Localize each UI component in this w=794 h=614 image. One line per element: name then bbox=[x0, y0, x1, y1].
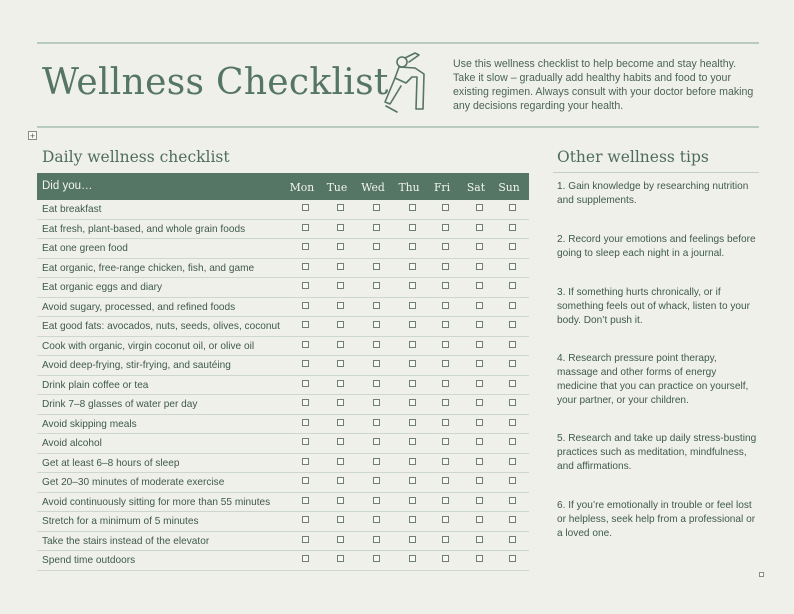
checklist-item-label: Avoid sugary, processed, and refined foods bbox=[42, 301, 236, 313]
tips-title-rule bbox=[553, 172, 759, 173]
checkbox-sun[interactable] bbox=[509, 536, 516, 543]
checklist-rows bbox=[37, 200, 529, 571]
checkbox-wed[interactable] bbox=[373, 536, 380, 543]
checkbox-tue[interactable] bbox=[337, 302, 344, 309]
checklist-item-label: Drink plain coffee or tea bbox=[42, 379, 149, 391]
checklist-row bbox=[37, 473, 529, 493]
checklist-row bbox=[37, 317, 529, 337]
table-resize-handle[interactable] bbox=[759, 572, 764, 577]
checkbox-mon[interactable] bbox=[302, 536, 309, 543]
checkbox-fri[interactable] bbox=[442, 243, 449, 250]
checkbox-fri[interactable] bbox=[442, 516, 449, 523]
checkbox-sat[interactable] bbox=[476, 438, 483, 445]
checklist-row bbox=[37, 512, 529, 532]
checkbox-tue[interactable] bbox=[337, 536, 344, 543]
checklist-row bbox=[37, 532, 529, 552]
header-bottom-rule bbox=[37, 126, 759, 128]
tip-item: 5. Research and take up daily stress-busting practices such as meditation, mindfulness, and affirmations. bbox=[557, 433, 757, 472]
day-header-sun: Sun bbox=[498, 181, 520, 194]
checklist-item-label: Drink 7–8 glasses of water per day bbox=[42, 399, 198, 410]
checkbox-tue[interactable] bbox=[337, 419, 344, 426]
checklist-item-label: Stretch for a minimum of 5 minutes bbox=[42, 516, 199, 527]
checklist-item-label: Avoid continuously sitting for more than 55 minutes bbox=[42, 496, 271, 508]
checklist-item-label: Eat one green food bbox=[42, 243, 128, 254]
checkbox-fri[interactable] bbox=[442, 263, 449, 270]
checkbox-sat[interactable] bbox=[476, 536, 483, 543]
checkbox-tue[interactable] bbox=[337, 243, 344, 250]
checkbox-tue[interactable] bbox=[337, 263, 344, 270]
checkbox-sun[interactable] bbox=[509, 458, 516, 465]
checkbox-fri[interactable] bbox=[442, 360, 449, 367]
checkbox-mon[interactable] bbox=[302, 321, 309, 328]
checkbox-sun[interactable] bbox=[509, 282, 516, 289]
checkbox-sun[interactable] bbox=[509, 360, 516, 367]
checkbox-sat[interactable] bbox=[476, 282, 483, 289]
checkbox-sat[interactable] bbox=[476, 321, 483, 328]
checklist-row bbox=[37, 454, 529, 474]
checkbox-mon[interactable] bbox=[302, 555, 309, 562]
checkbox-wed[interactable] bbox=[373, 438, 380, 445]
tip-item: 2. Record your emotions and feelings before going to sleep each night in a journal. bbox=[557, 234, 756, 259]
checklist-row bbox=[37, 356, 529, 376]
checkbox-thu[interactable] bbox=[409, 536, 416, 543]
checkbox-wed[interactable] bbox=[373, 204, 380, 211]
checkbox-thu[interactable] bbox=[409, 243, 416, 250]
day-header-fri: Fri bbox=[433, 181, 451, 194]
checkbox-tue[interactable] bbox=[337, 341, 344, 348]
checkbox-thu[interactable] bbox=[409, 263, 416, 270]
checkbox-sun[interactable] bbox=[509, 204, 516, 211]
checklist-item-label: Avoid deep-frying, stir-frying, and sautéing bbox=[42, 360, 231, 371]
checklist-row bbox=[37, 278, 529, 298]
checkbox-wed[interactable] bbox=[373, 243, 380, 250]
checkbox-sun[interactable] bbox=[509, 399, 516, 406]
checkbox-wed[interactable] bbox=[373, 360, 380, 367]
checkbox-wed[interactable] bbox=[373, 516, 380, 523]
checkbox-sun[interactable] bbox=[509, 224, 516, 231]
checklist-row bbox=[37, 395, 529, 415]
tips-title: Other wellness tips bbox=[557, 148, 709, 166]
checkbox-sat[interactable] bbox=[476, 516, 483, 523]
table-move-handle-icon[interactable]: + bbox=[29, 131, 36, 141]
checkbox-tue[interactable] bbox=[337, 516, 344, 523]
checkbox-tue[interactable] bbox=[337, 497, 344, 504]
checkbox-sat[interactable] bbox=[476, 341, 483, 348]
day-header-sat: Sat bbox=[466, 181, 486, 194]
checkbox-fri[interactable] bbox=[442, 477, 449, 484]
checklist-item-label: Get at least 6–8 hours of sleep bbox=[42, 457, 180, 469]
checkbox-wed[interactable] bbox=[373, 380, 380, 387]
checkbox-mon[interactable] bbox=[302, 302, 309, 309]
checkbox-thu[interactable] bbox=[409, 497, 416, 504]
tip-item: 4. Research pressure point therapy, massage and other forms of energy medicine that you can practice on yourself, your partner, or your children. bbox=[557, 353, 749, 406]
checkbox-mon[interactable] bbox=[302, 224, 309, 231]
checkbox-mon[interactable] bbox=[302, 243, 309, 250]
tip-item: 3. If something hurts chronically, or if something feels out of whack, listen to your body. Don’t push it. bbox=[557, 287, 751, 326]
checkbox-tue[interactable] bbox=[337, 380, 344, 387]
checkbox-fri[interactable] bbox=[442, 224, 449, 231]
checkbox-sat[interactable] bbox=[476, 380, 483, 387]
checkbox-tue[interactable] bbox=[337, 224, 344, 231]
checkbox-thu[interactable] bbox=[409, 419, 416, 426]
checkbox-tue[interactable] bbox=[337, 282, 344, 289]
checklist-row bbox=[37, 337, 529, 357]
checkbox-sun[interactable] bbox=[509, 555, 516, 562]
checkbox-sun[interactable] bbox=[509, 302, 516, 309]
checkbox-sat[interactable] bbox=[476, 458, 483, 465]
checklist-item-label: Eat organic eggs and diary bbox=[42, 282, 163, 293]
checkbox-wed[interactable] bbox=[373, 224, 380, 231]
checkbox-mon[interactable] bbox=[302, 477, 309, 484]
checklist-row bbox=[37, 434, 529, 454]
checkbox-thu[interactable] bbox=[409, 341, 416, 348]
checkbox-tue[interactable] bbox=[337, 477, 344, 484]
intro-text: Use this wellness checklist to help become and stay healthy. Take it slow – gradually add healthy habits and food to your existing regimen. Always consult with your doctor before making any decisions regarding your health. bbox=[453, 58, 754, 112]
checklist-row bbox=[37, 376, 529, 396]
checklist-row bbox=[37, 493, 529, 513]
day-header-thu: Thu bbox=[398, 181, 420, 194]
checkbox-mon[interactable] bbox=[302, 399, 309, 406]
checklist-item-label: Cook with organic, virgin coconut oil, or olive oil bbox=[42, 340, 255, 352]
checkbox-wed[interactable] bbox=[373, 555, 380, 562]
header-top-rule bbox=[37, 42, 759, 44]
checklist-title: Daily wellness checklist bbox=[42, 148, 230, 166]
checkbox-sat[interactable] bbox=[476, 302, 483, 309]
checkbox-sat[interactable] bbox=[476, 360, 483, 367]
checkbox-wed[interactable] bbox=[373, 302, 380, 309]
checkbox-sat[interactable] bbox=[476, 399, 483, 406]
checkbox-tue[interactable] bbox=[337, 204, 344, 211]
checkbox-thu[interactable] bbox=[409, 555, 416, 562]
checkbox-sun[interactable] bbox=[509, 419, 516, 426]
checkbox-mon[interactable] bbox=[302, 419, 309, 426]
checkbox-fri[interactable] bbox=[442, 458, 449, 465]
checkbox-wed[interactable] bbox=[373, 263, 380, 270]
checkbox-sun[interactable] bbox=[509, 497, 516, 504]
checkbox-mon[interactable] bbox=[302, 516, 309, 523]
checkbox-wed[interactable] bbox=[373, 458, 380, 465]
checklist-item-label: Avoid alcohol bbox=[42, 438, 102, 449]
checkbox-sat[interactable] bbox=[476, 419, 483, 426]
checkbox-sun[interactable] bbox=[509, 341, 516, 348]
checkbox-mon[interactable] bbox=[302, 263, 309, 270]
checkbox-tue[interactable] bbox=[337, 438, 344, 445]
checkbox-wed[interactable] bbox=[373, 399, 380, 406]
checkbox-sun[interactable] bbox=[509, 380, 516, 387]
checkbox-sat[interactable] bbox=[476, 497, 483, 504]
checkbox-mon[interactable] bbox=[302, 282, 309, 289]
checkbox-fri[interactable] bbox=[442, 497, 449, 504]
page-title: Wellness Checklist bbox=[42, 62, 389, 103]
checkbox-mon[interactable] bbox=[302, 458, 309, 465]
checkbox-fri[interactable] bbox=[442, 341, 449, 348]
checkbox-thu[interactable] bbox=[409, 399, 416, 406]
checkbox-sat[interactable] bbox=[476, 204, 483, 211]
checklist-row bbox=[37, 415, 529, 435]
checkbox-sat[interactable] bbox=[476, 555, 483, 562]
checkbox-thu[interactable] bbox=[409, 458, 416, 465]
checklist-item-label: Spend time outdoors bbox=[42, 555, 136, 566]
checkbox-wed[interactable] bbox=[373, 419, 380, 426]
checkbox-wed[interactable] bbox=[373, 282, 380, 289]
checkbox-thu[interactable] bbox=[409, 438, 416, 445]
checklist-header-row bbox=[37, 173, 529, 200]
checkbox-sun[interactable] bbox=[509, 321, 516, 328]
checkbox-fri[interactable] bbox=[442, 399, 449, 406]
tip-item: 1. Gain knowledge by researching nutrition and supplements. bbox=[557, 181, 749, 206]
checklist-row bbox=[37, 259, 529, 279]
checklist-item-label: Take the stairs instead of the elevator bbox=[42, 535, 210, 547]
checkbox-fri[interactable] bbox=[442, 380, 449, 387]
checkbox-mon[interactable] bbox=[302, 497, 309, 504]
checkbox-wed[interactable] bbox=[373, 321, 380, 328]
checkbox-sun[interactable] bbox=[509, 516, 516, 523]
checkbox-fri[interactable] bbox=[442, 536, 449, 543]
checkbox-thu[interactable] bbox=[409, 477, 416, 484]
checkbox-mon[interactable] bbox=[302, 380, 309, 387]
checkbox-mon[interactable] bbox=[302, 438, 309, 445]
checklist-item-label: Eat fresh, plant-based, and whole grain foods bbox=[42, 223, 246, 235]
checkbox-mon[interactable] bbox=[302, 341, 309, 348]
checkbox-fri[interactable] bbox=[442, 419, 449, 426]
checkbox-fri[interactable] bbox=[442, 204, 449, 211]
checkbox-tue[interactable] bbox=[337, 555, 344, 562]
checklist-row bbox=[37, 239, 529, 259]
checkbox-mon[interactable] bbox=[302, 360, 309, 367]
checkbox-thu[interactable] bbox=[409, 360, 416, 367]
checkbox-thu[interactable] bbox=[409, 224, 416, 231]
checkbox-tue[interactable] bbox=[337, 458, 344, 465]
day-header-tue: Tue bbox=[326, 181, 348, 194]
day-header-wed: Wed bbox=[361, 181, 385, 194]
checkbox-tue[interactable] bbox=[337, 399, 344, 406]
checkbox-wed[interactable] bbox=[373, 341, 380, 348]
yoga-pose-icon bbox=[382, 52, 432, 114]
checklist-row bbox=[37, 220, 529, 240]
checklist-row bbox=[37, 551, 529, 571]
checkbox-tue[interactable] bbox=[337, 321, 344, 328]
checkbox-sat[interactable] bbox=[476, 477, 483, 484]
checkbox-thu[interactable] bbox=[409, 380, 416, 387]
checkbox-sun[interactable] bbox=[509, 263, 516, 270]
checkbox-wed[interactable] bbox=[373, 497, 380, 504]
checklist-table bbox=[37, 173, 529, 571]
checkbox-fri[interactable] bbox=[442, 555, 449, 562]
checkbox-wed[interactable] bbox=[373, 477, 380, 484]
checkbox-sun[interactable] bbox=[509, 477, 516, 484]
checkbox-fri[interactable] bbox=[442, 321, 449, 328]
checkbox-thu[interactable] bbox=[409, 321, 416, 328]
checkbox-sat[interactable] bbox=[476, 224, 483, 231]
checkbox-mon[interactable] bbox=[302, 204, 309, 211]
checklist-row bbox=[37, 200, 529, 220]
checkbox-thu[interactable] bbox=[409, 516, 416, 523]
checkbox-sat[interactable] bbox=[476, 243, 483, 250]
checkbox-sat[interactable] bbox=[476, 263, 483, 270]
checkbox-sun[interactable] bbox=[509, 243, 516, 250]
checklist-item-label: Avoid skipping meals bbox=[42, 418, 137, 430]
checkbox-tue[interactable] bbox=[337, 360, 344, 367]
checkbox-fri[interactable] bbox=[442, 438, 449, 445]
checkbox-thu[interactable] bbox=[409, 302, 416, 309]
checkbox-fri[interactable] bbox=[442, 302, 449, 309]
checklist-item-label: Eat breakfast bbox=[42, 204, 102, 215]
checkbox-thu[interactable] bbox=[409, 282, 416, 289]
tip-item: 6. If you’re emotionally in trouble or feel lost or helpless, seek help from a professional or a loved one. bbox=[557, 500, 756, 539]
checklist-item-label: Get 20–30 minutes of moderate exercise bbox=[42, 477, 225, 488]
checklist-item-label: Eat good fats: avocados, nuts, seeds, olives, coconut bbox=[42, 321, 280, 332]
did-you-header: Did you… bbox=[42, 180, 93, 192]
checklist-row bbox=[37, 298, 529, 318]
day-header-mon: Mon bbox=[289, 181, 315, 194]
checkbox-thu[interactable] bbox=[409, 204, 416, 211]
checkbox-sun[interactable] bbox=[509, 438, 516, 445]
checklist-item-label: Eat organic, free-range chicken, fish, and game bbox=[42, 262, 255, 274]
checkbox-fri[interactable] bbox=[442, 282, 449, 289]
